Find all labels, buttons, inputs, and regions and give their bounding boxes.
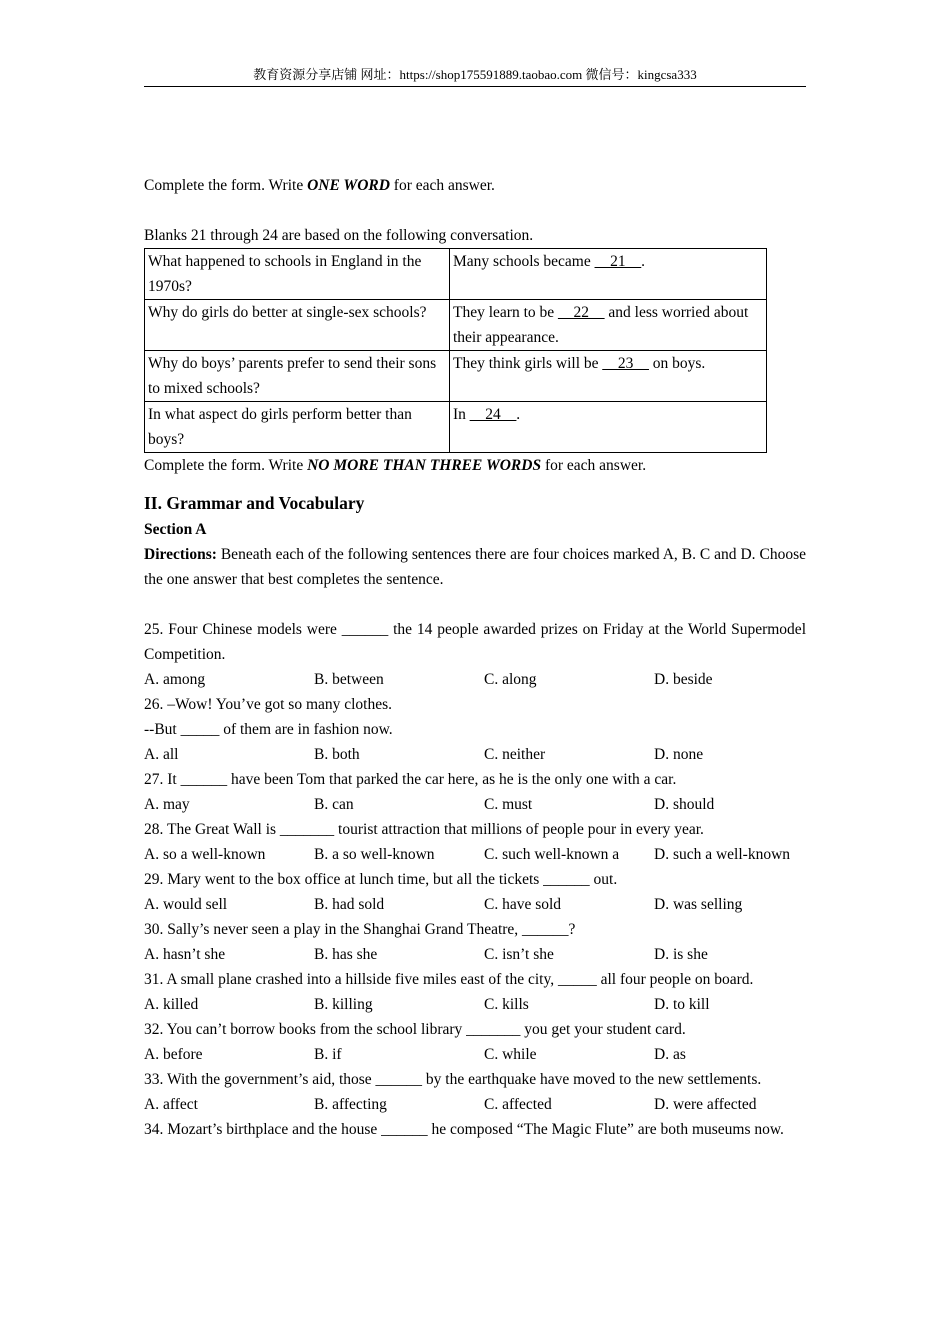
options-row: [144, 1092, 806, 1117]
option-a[interactable]: A. before: [144, 1046, 203, 1063]
option-b[interactable]: B. a so well-known: [314, 846, 435, 863]
option-a[interactable]: A. all: [144, 746, 179, 763]
option-c[interactable]: C. while: [484, 1046, 537, 1063]
question-stem-line2: --But _____ of them are in fashion now.: [144, 721, 393, 738]
answer-text: on boys.: [648, 355, 706, 372]
option-d[interactable]: D. none: [654, 746, 704, 763]
answer-blank[interactable]: __23__: [602, 355, 649, 372]
question-stem: 30. Sally’s never seen a play in the Shanghai Grand Theatre, ______?: [144, 921, 576, 938]
directions: [144, 542, 806, 592]
option-d[interactable]: D. were affected: [654, 1096, 757, 1113]
option-a[interactable]: A. killed: [144, 996, 199, 1013]
answer-blank[interactable]: __22__: [558, 304, 605, 321]
option-c[interactable]: C. have sold: [484, 896, 562, 913]
option-b[interactable]: B. had sold: [314, 896, 385, 913]
option-d[interactable]: D. is she: [654, 946, 708, 963]
options-row: [144, 1042, 806, 1067]
question-cell: Why do girls do better at single-sex schools?: [145, 300, 450, 351]
option-b[interactable]: B. if: [314, 1046, 342, 1063]
instruction-emphasis: NO MORE THAN THREE WORDS: [307, 457, 542, 474]
answer-blank[interactable]: __21__: [594, 253, 642, 270]
question-stem: 29. Mary went to the box office at lunch time, but all the tickets ______ out.: [144, 871, 618, 888]
question-cell: What happened to schools in England in the 1970s?: [145, 249, 450, 300]
options-row: [144, 667, 806, 692]
section-subtitle: Section A: [144, 521, 207, 538]
option-a[interactable]: A. hasn’t she: [144, 946, 226, 963]
question-stem: 31. A small plane crashed into a hillside five miles east of the city, _____ all four people on board.: [144, 971, 754, 988]
instruction-text: Complete the form. Write: [144, 457, 308, 474]
form-instruction-three-words: [144, 453, 806, 478]
answer-text: In: [453, 406, 470, 423]
option-c[interactable]: C. affected: [484, 1096, 552, 1113]
option-d[interactable]: D. to kill: [654, 996, 710, 1013]
option-a[interactable]: A. may: [144, 796, 190, 813]
option-b[interactable]: B. affecting: [314, 1096, 387, 1113]
table-row: [145, 351, 767, 402]
option-d[interactable]: D. was selling: [654, 896, 743, 913]
answer-text: .: [516, 406, 521, 423]
options-row: [144, 792, 806, 817]
option-b[interactable]: B. has she: [314, 946, 378, 963]
option-d[interactable]: D. as: [654, 1046, 686, 1063]
option-a[interactable]: A. among: [144, 671, 206, 688]
option-b[interactable]: B. both: [314, 746, 360, 763]
option-d[interactable]: D. should: [654, 796, 715, 813]
option-a[interactable]: A. affect: [144, 1096, 198, 1113]
table-row: [145, 402, 767, 453]
option-d[interactable]: D. beside: [654, 671, 713, 688]
directions-text: Beneath each of the following sentences there are four choices marked A, B. C and D. Choose the one answer that best completes the sentence.: [144, 546, 806, 588]
option-a[interactable]: A. would sell: [144, 896, 228, 913]
options-row: [144, 892, 806, 917]
section-title: II. Grammar and Vocabulary: [144, 493, 365, 513]
answer-text: Many schools became: [453, 253, 595, 270]
options-row: [144, 742, 806, 767]
option-b[interactable]: B. killing: [314, 996, 373, 1013]
answer-cell: [450, 351, 767, 402]
question-stem: 32. You can’t borrow books from the school library _______ you get your student card.: [144, 1021, 686, 1038]
option-a[interactable]: A. so a well-known: [144, 846, 266, 863]
answer-blank[interactable]: __24__: [469, 406, 517, 423]
question-stem: 26. –Wow! You’ve got so many clothes.: [144, 696, 393, 713]
question-stem: 33. With the government’s aid, those ______ by the earthquake have moved to the new settlements.: [144, 1071, 762, 1088]
answer-cell: [450, 249, 767, 300]
page-header: [144, 66, 806, 87]
form-instruction-one-word: [144, 173, 806, 198]
question-stem: 28. The Great Wall is _______ tourist attraction that millions of people pour in every year.: [144, 821, 704, 838]
options-row: [144, 992, 806, 1017]
directions-label: Directions:: [144, 546, 217, 563]
answer-text: .: [641, 253, 645, 270]
table-row: [145, 249, 767, 300]
option-c[interactable]: C. isn’t she: [484, 946, 554, 963]
header-text: 教育资源分享店铺 网址：https://shop175591889.taobao.com 微信号：kingcsa333: [253, 67, 697, 82]
document-body: [144, 173, 806, 1142]
option-c[interactable]: C. must: [484, 796, 533, 813]
instruction-text: Complete the form. Write: [144, 177, 308, 194]
answer-cell: [450, 402, 767, 453]
option-c[interactable]: C. such well-known a: [484, 846, 620, 863]
option-c[interactable]: C. along: [484, 671, 537, 688]
question-cell: Why do boys’ parents prefer to send their sons to mixed schools?: [145, 351, 450, 402]
table-row: [145, 300, 767, 351]
answer-text: and less worried about their appearance.: [453, 304, 749, 346]
question-stem: 25. Four Chinese models were ______ the 14 people awarded prizes on Friday at the World Supermodel Competition.: [144, 621, 806, 663]
instruction-emphasis: ONE WORD: [307, 177, 390, 194]
option-b[interactable]: B. between: [314, 671, 384, 688]
question-stem: 27. It ______ have been Tom that parked the car here, as he is the only one with a car.: [144, 771, 677, 788]
question-cell: In what aspect do girls perform better than boys?: [145, 402, 450, 453]
answer-text: They learn to be: [453, 304, 559, 321]
answer-form-table: [144, 248, 767, 453]
question-stem: 34. Mozart’s birthplace and the house ______ he composed “The Magic Flute” are both museums now.: [144, 1121, 784, 1138]
option-c[interactable]: C. kills: [484, 996, 529, 1013]
options-row: [144, 942, 806, 967]
option-d[interactable]: D. such a well-known: [654, 846, 791, 863]
instruction-text: for each answer.: [541, 457, 647, 474]
option-b[interactable]: B. can: [314, 796, 354, 813]
option-c[interactable]: C. neither: [484, 746, 546, 763]
answer-text: They think girls will be: [453, 355, 603, 372]
options-row: [144, 842, 806, 867]
instruction-text: for each answer.: [389, 177, 495, 194]
answer-cell: [450, 300, 767, 351]
blanks-intro: Blanks 21 through 24 are based on the following conversation.: [144, 227, 534, 244]
